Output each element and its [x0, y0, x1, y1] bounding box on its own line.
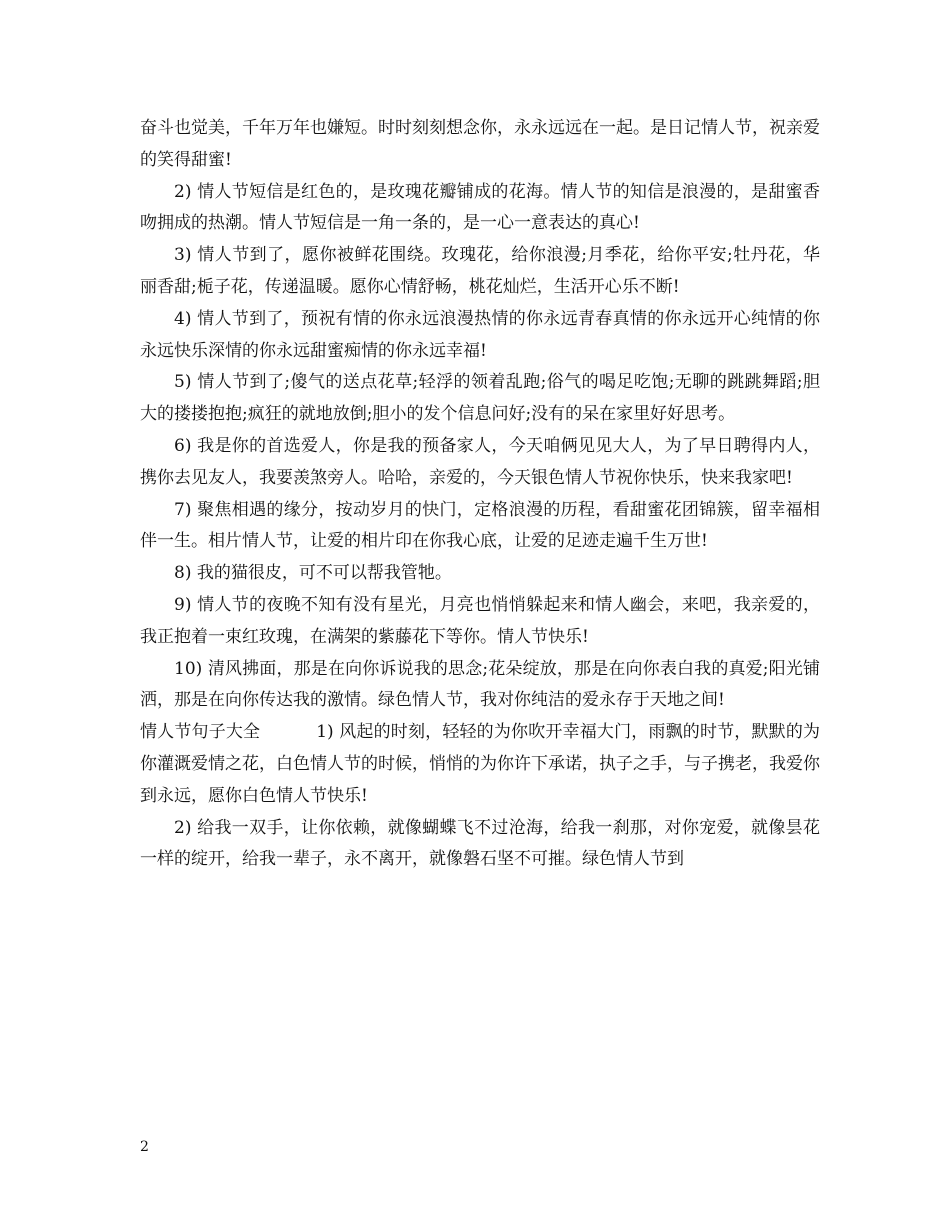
paragraph-continuation: 奋斗也觉美，千年万年也嫌短。时时刻刻想念你，永永远远在一起。是日记情人节，祝亲爱的笑得甜蜜! — [140, 118, 820, 170]
paragraph-item-2: 2) 情人节短信是红色的，是玫瑰花瓣铺成的花海。情人节的知信是浪漫的，是甜蜜香吻拥成的热潮。情人节短信是一角一条的，是一心一意表达的真心! — [140, 181, 820, 234]
paragraph-item-4: 4) 情人节到了，预祝有情的你永远浪漫热情的你永远青春真情的你永远开心纯情的你永远快乐深情的你永远甜蜜痴情的你永远幸福! — [140, 308, 820, 361]
paragraph-item-6: 6) 我是你的首选爱人，你是我的预备家人，今天咱俩见见大人，为了早日聘得内人，携你去见友人，我要羡煞旁人。哈哈，亲爱的，今天银色情人节祝你快乐，快来我家吧! — [140, 435, 820, 488]
paragraph-item-7: 7) 聚焦相遇的缘分，按动岁月的快门，定格浪漫的历程，看甜蜜花团锦簇，留幸福相伴一生。相片情人节，让爱的相片印在你我心底，让爱的足迹走遍千生万世! — [140, 499, 820, 552]
paragraph-item-10: 10) 清风拂面，那是在向你诉说我的思念;花朵绽放，那是在向你表白我的真爱;阳光铺洒，那是在向你传达我的激情。绿色情人节，我对你纯洁的爱永存于天地之间! — [140, 658, 820, 711]
section-first-item: 1) 风起的时刻，轻轻的为你吹开幸福大门，雨飘的时节，默默的为你灌溉爱情之花，白色情人节的时候，悄悄的为你许下承诺，执子之手，与子携老，我爱你到永远，愿你白色情人节快乐! — [140, 722, 820, 806]
section-heading: 情人节句子大全 — [140, 722, 261, 743]
paragraph-item-5: 5) 情人节到了;傻气的送点花草;轻浮的领着乱跑;俗气的喝足吃饱;无聊的跳跳舞蹈;胆大的搂搂抱抱;疯狂的就地放倒;胆小的发个信息问好;没有的呆在家里好好思考。 — [140, 372, 820, 425]
section-paragraph-2: 2) 给我一双手，让你依赖，就像蝴蝶飞不过沧海，给我一刹那，对你宠爱，就像昙花一样的绽开，给我一辈子，永不离开，就像磐石坚不可摧。绿色情人节到 — [140, 817, 820, 870]
document-body — [140, 113, 820, 876]
paragraph-item-3: 3) 情人节到了，愿你被鲜花围绕。玫瑰花，给你浪漫;月季花，给你平安;牡丹花，华丽香甜;栀子花，传递温暖。愿你心情舒畅，桃花灿烂，生活开心乐不断! — [140, 245, 820, 297]
paragraph-item-8: 8) 我的猫很皮，可不可以帮我管牠。 — [174, 563, 452, 584]
section-paragraph-1 — [140, 717, 820, 812]
paragraph-item-9: 9) 情人节的夜晚不知有没有星光，月亮也悄悄躲起来和情人幽会，来吧，我亲爱的，我正抱着一束红玫瑰，在满架的紫藤花下等你。情人节快乐! — [140, 594, 820, 647]
page-number: 2 — [140, 1139, 149, 1155]
